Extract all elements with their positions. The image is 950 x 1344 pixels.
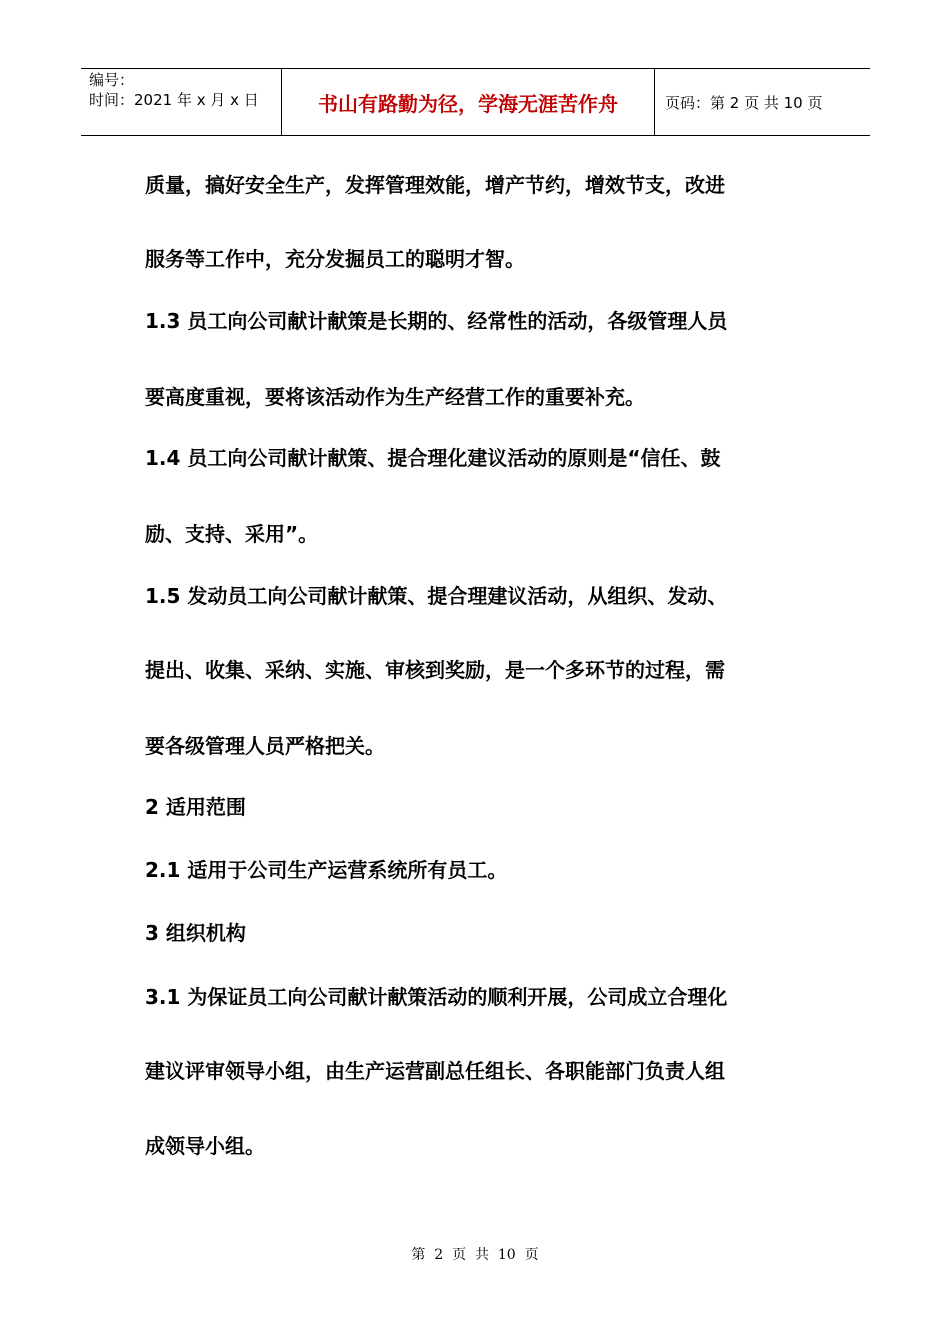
document-time-label: 时间：2021 年 x 月 x 日 [89, 91, 259, 109]
section-3-heading: 3 组织机构 [145, 921, 246, 945]
section-1-3-line: 1.3 员工向公司献计献策是长期的、经常性的活动，各级管理人员 [145, 309, 728, 333]
header-motto-cell [281, 69, 655, 135]
section-2-1-line: 2.1 适用于公司生产运营系统所有员工。 [145, 858, 508, 882]
body-line: 成领导小组。 [145, 1134, 265, 1158]
section-1-4-line: 1.4 员工向公司献计献策、提合理化建议活动的原则是“信任、鼓 [145, 446, 721, 470]
page-header [81, 68, 870, 136]
body-line: 提出、收集、采纳、实施、审核到奖励，是一个多环节的过程，需 [145, 658, 725, 682]
header-motto: 书山有路勤为径，学海无涯苦作舟 [318, 92, 618, 116]
header-page-cell [655, 69, 870, 135]
document-code-label: 编号： [89, 71, 135, 89]
body-line: 质量，搞好安全生产，发挥管理效能，增产节约，增效节支，改进 [145, 173, 725, 197]
header-page-info: 页码：第 2 页 共 10 页 [665, 94, 823, 112]
header-meta-cell [81, 69, 281, 135]
body-line: 励、支持、采用”。 [145, 522, 319, 546]
body-line: 建议评审领导小组，由生产运营副总任组长、各职能部门负责人组 [145, 1059, 725, 1083]
body-line: 要高度重视，要将该活动作为生产经营工作的重要补充。 [145, 385, 645, 409]
page-footer: 第 2 页 共 10 页 [411, 1247, 539, 1263]
section-3-1-line: 3.1 为保证员工向公司献计献策活动的顺利开展，公司成立合理化 [145, 985, 728, 1009]
section-1-5-line: 1.5 发动员工向公司献计献策、提合理建议活动，从组织、发动、 [145, 584, 728, 608]
body-line: 服务等工作中，充分发掘员工的聪明才智。 [145, 247, 525, 271]
body-line: 要各级管理人员严格把关。 [145, 734, 385, 758]
section-2-heading: 2 适用范围 [145, 795, 246, 819]
